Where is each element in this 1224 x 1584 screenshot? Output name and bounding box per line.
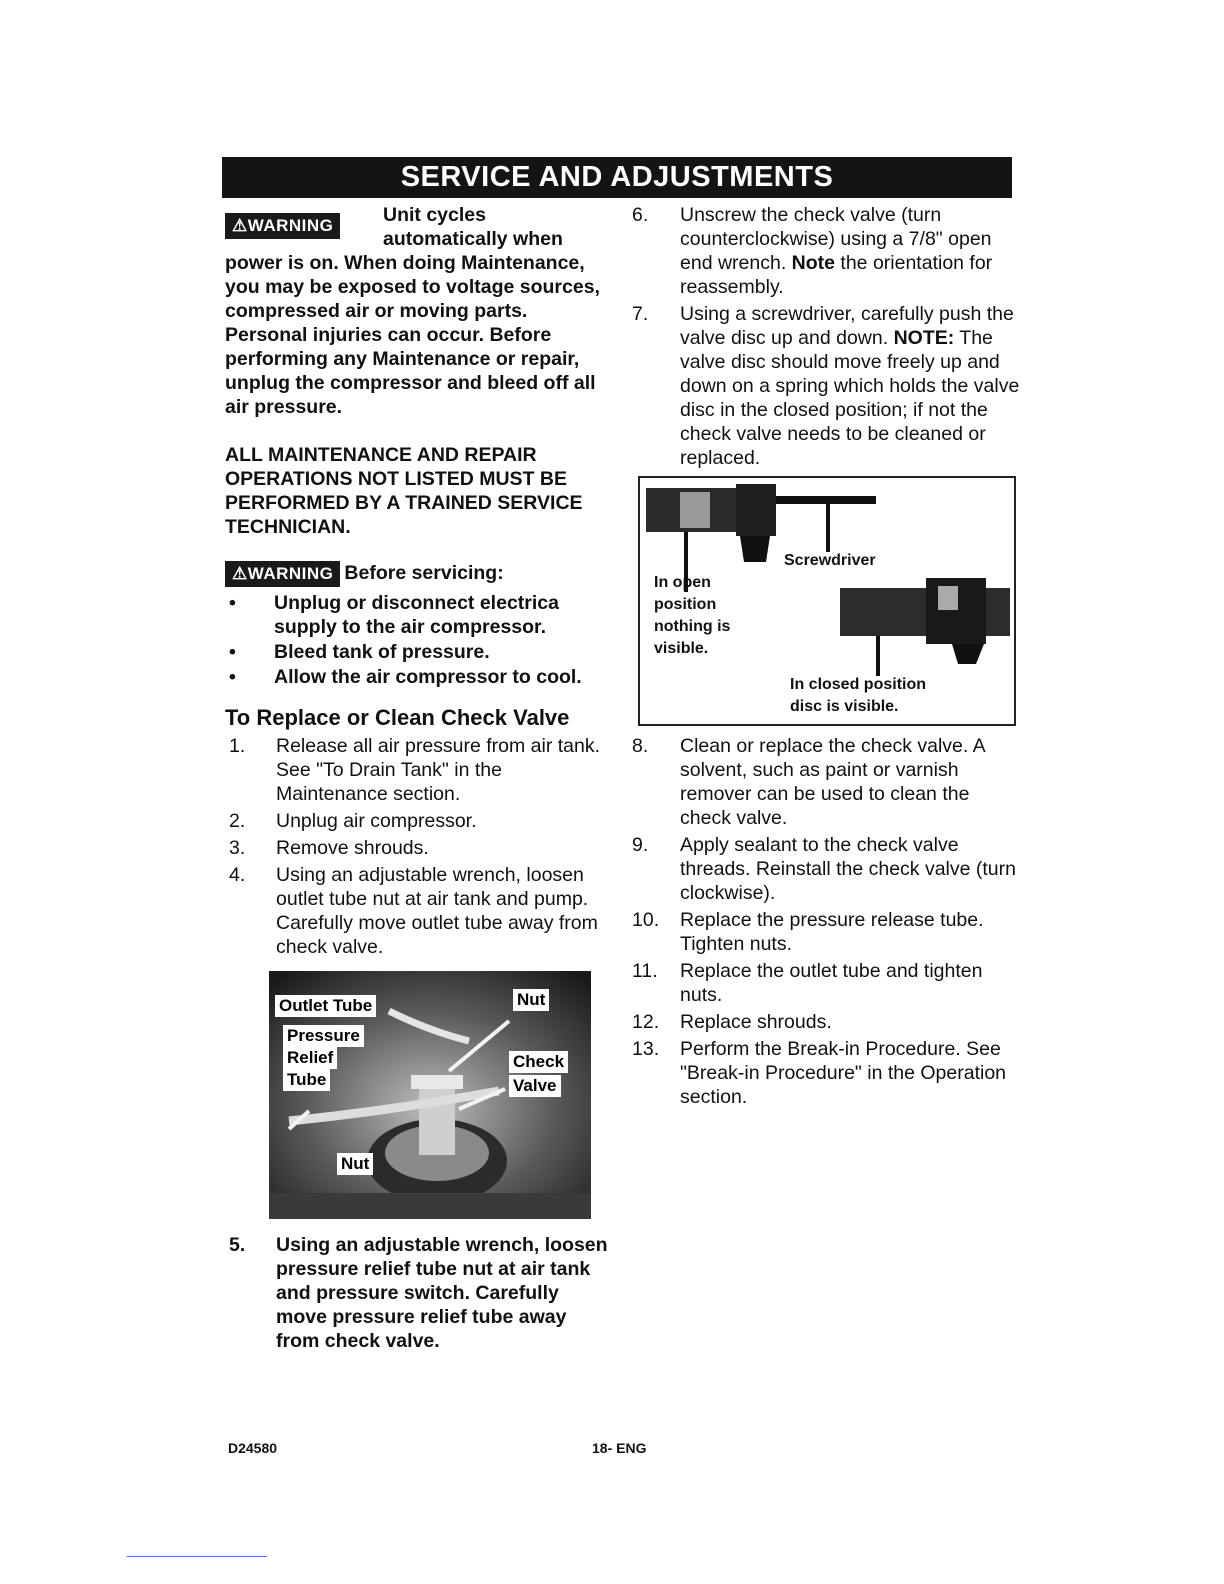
page-number: 18- ENG: [592, 1440, 647, 1456]
warning-block: [225, 203, 610, 419]
section-banner: SERVICE AND ADJUSTMENTS: [222, 157, 1012, 198]
servicing-warning: [225, 561, 610, 587]
steps-list-left-cont: [225, 1233, 610, 1353]
left-column: [225, 203, 610, 1356]
warning-badge: ⚠WARNING: [225, 561, 340, 587]
warning-badge: ⚠WARNING: [225, 213, 340, 239]
photo-label-relief: Relief: [283, 1047, 337, 1069]
list-item: [225, 665, 610, 689]
step-number: 8.: [632, 735, 649, 757]
photo-label-valve: Valve: [509, 1075, 561, 1097]
servicing-bullets: [225, 591, 610, 689]
step-number: 11.: [632, 960, 658, 982]
step-number: 2.: [229, 810, 246, 832]
trained-technician-notice: ALL MAINTENANCE AND REPAIR OPERATIONS NOT LISTED MUST BE PERFORMED BY A TRAINED SERVICE TECHNICIAN.: [225, 444, 583, 538]
photo-label-nut-top: Nut: [513, 989, 549, 1011]
diagram-label-open-1: In open: [654, 574, 711, 591]
step-item: [632, 908, 1024, 956]
photo-label-check: Check: [509, 1051, 568, 1073]
step-text: Replace the pressure release tube. Tighten nuts.: [680, 909, 984, 955]
step-text: Replace the outlet tube and tighten nuts.: [680, 960, 983, 1006]
servicing-warning-text: Before servicing:: [344, 562, 504, 584]
step-text: Release all air pressure from air tank. See "To Drain Tank" in the Maintenance section.: [276, 735, 601, 805]
footer-rule: [127, 1556, 267, 1557]
step-text: Unplug air compressor.: [276, 810, 477, 832]
diagram-label-open-4: visible.: [654, 640, 709, 657]
step-item: [632, 959, 1024, 1007]
step-number: 13.: [632, 1038, 660, 1060]
steps-list-right-top: [632, 203, 1024, 470]
step-number: 10.: [632, 909, 660, 931]
step-note: NOTE:: [893, 327, 955, 349]
step-item: [225, 863, 610, 959]
document-code: D24580: [228, 1440, 278, 1456]
check-valve-diagram: [638, 476, 1016, 726]
step-text: Unscrew the check valve (turn counterclockwise) using a 7/8" open end wrench.: [680, 204, 992, 274]
diagram-label-closed-1: In closed position: [790, 676, 927, 693]
step-number: 3.: [229, 837, 246, 859]
check-valve-photo: [269, 971, 591, 1219]
step-number: 1.: [229, 735, 246, 757]
step-number: 5.: [229, 1234, 246, 1256]
step-text: Apply sealant to the check valve threads. Reinstall the check valve (turn clockwise).: [680, 834, 1016, 904]
step-number: 4.: [229, 864, 246, 886]
step-text: Using an adjustable wrench, loosen outlet tube nut at air tank and pump. Carefully move outlet tube away from check valve.: [276, 864, 598, 958]
step-text: Clean or replace the check valve. A solvent, such as paint or varnish remover can be used to clean the check valve.: [680, 735, 985, 829]
diagram-label-screwdriver: Screwdriver: [784, 552, 876, 569]
bullet-text: Allow the air compressor to cool.: [274, 666, 582, 688]
step-item: [632, 203, 1024, 299]
right-column: [632, 203, 1024, 1112]
step-text: Using an adjustable wrench, loosen pressure relief tube nut at air tank and pressure switch. Carefully move pressure relief tube away from check valve.: [276, 1234, 608, 1352]
section-heading: To Replace or Clean Check Valve: [225, 705, 570, 730]
bullet-icon: •: [229, 641, 236, 663]
bullet-text: Unplug or disconnect electrica supply to the air compressor.: [274, 592, 559, 638]
step-item: [225, 836, 610, 860]
diagram-label-open-3: nothing is: [654, 618, 731, 635]
photo-label-nut-bottom: Nut: [337, 1153, 373, 1175]
diagram-label-open-2: position: [654, 596, 717, 613]
steps-list-right: [632, 734, 1024, 1109]
step-item: [225, 1233, 610, 1353]
step-text: Perform the Break-in Procedure. See "Break-in Procedure" in the Operation section.: [680, 1038, 1007, 1108]
step-text: Replace shrouds.: [680, 1011, 832, 1033]
step-number: 6.: [632, 204, 649, 226]
photo-label-pressure: Pressure: [283, 1025, 364, 1047]
warning-line-1: Unit cycles: [383, 204, 486, 226]
step-text: the orientation for reassembly.: [680, 252, 993, 298]
list-item: [225, 640, 610, 664]
list-item: [225, 591, 610, 639]
bullet-text: Bleed tank of pressure.: [274, 641, 490, 663]
step-item: [632, 734, 1024, 830]
step-text: Remove shrouds.: [276, 837, 429, 859]
bullet-icon: •: [229, 666, 236, 688]
step-text: Using a screwdriver, carefully push the valve disc up and down.: [680, 303, 1014, 349]
step-text: The valve disc should move freely up and down on a spring which holds the valve disc in the closed position; if not the check valve needs to be cleaned or replaced.: [680, 327, 1020, 469]
steps-list-left: [225, 734, 610, 959]
warning-text: power is on. When doing Maintenance, you may be exposed to voltage sources, compressed air or moving parts. Personal injuries can occur. Before performing any Maintenance or repair, unplug the compressor and bleed off all air pressure.: [225, 252, 600, 418]
step-item: [632, 833, 1024, 905]
step-item: [225, 809, 610, 833]
step-note: Note: [791, 252, 835, 274]
photo-label-tube: Tube: [283, 1069, 330, 1091]
photo-label-outlet-tube: Outlet Tube: [275, 995, 376, 1017]
diagram-label-closed-2: disc is visible.: [790, 698, 899, 715]
step-item: [632, 1010, 1024, 1034]
bullet-icon: •: [229, 592, 236, 614]
step-item: [632, 302, 1024, 470]
step-item: [632, 1037, 1024, 1109]
step-number: 9.: [632, 834, 649, 856]
step-item: [225, 734, 610, 806]
step-number: 7.: [632, 303, 649, 325]
warning-line-2: automatically when: [383, 228, 563, 250]
step-number: 12.: [632, 1011, 660, 1033]
